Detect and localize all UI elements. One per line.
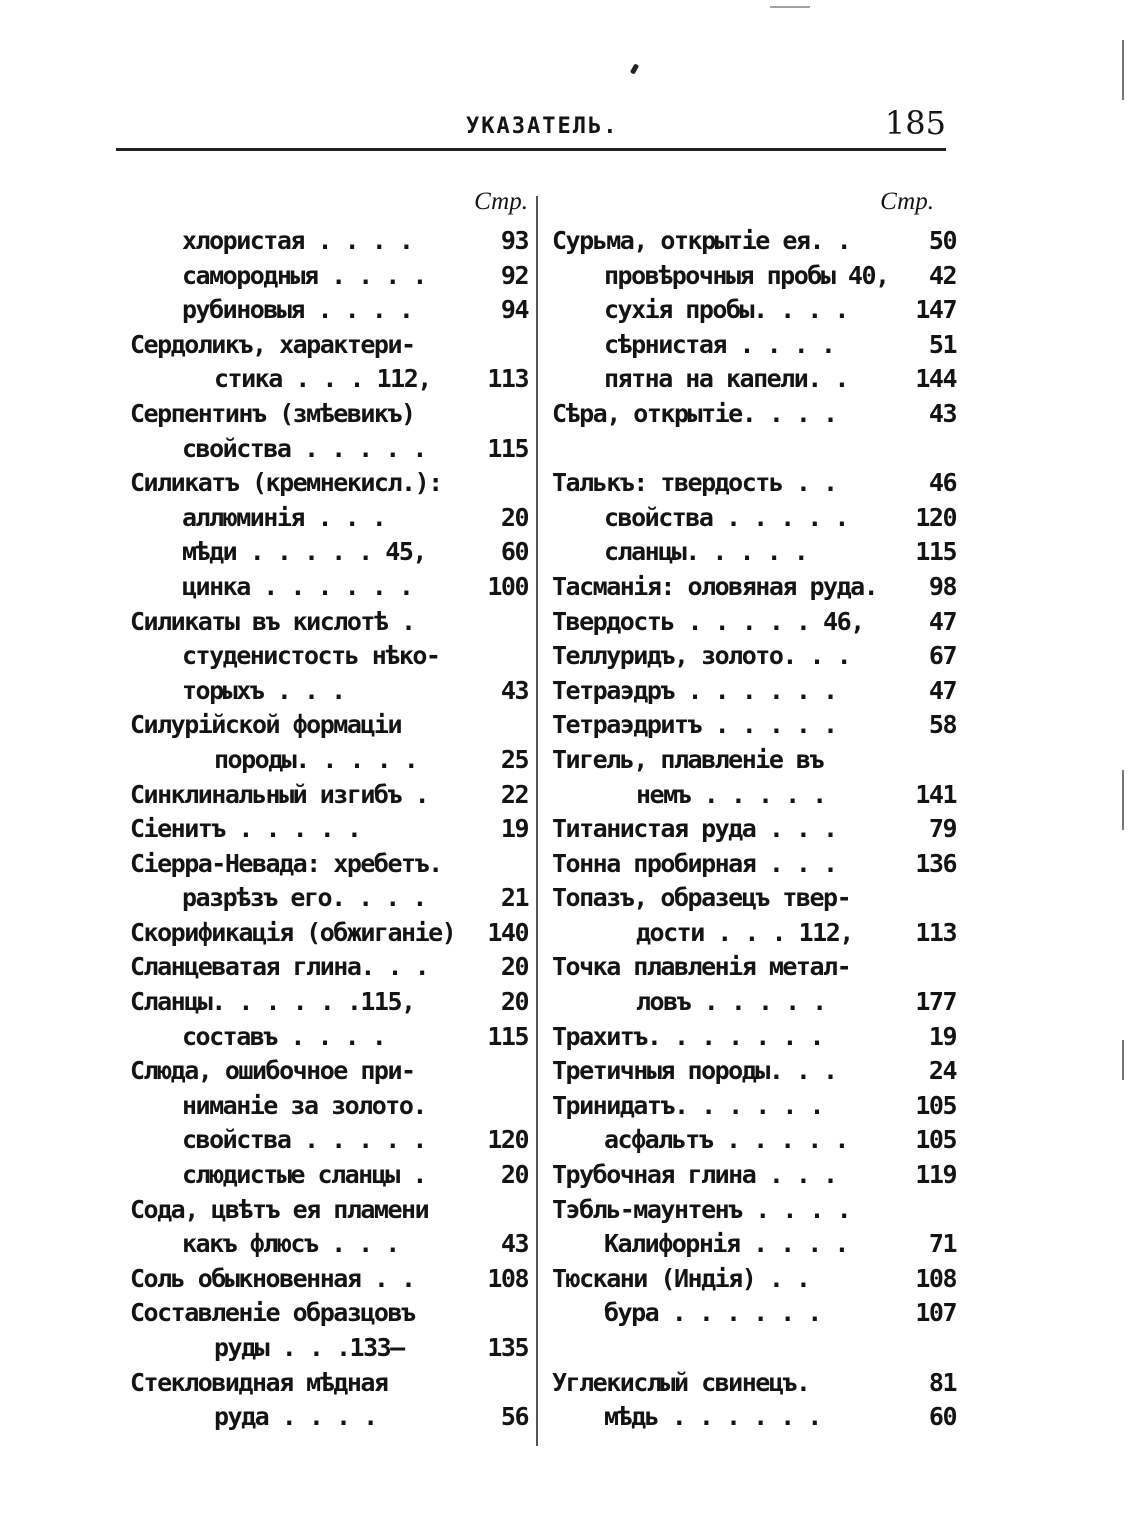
entry-text: свойства . . . . . xyxy=(182,1125,426,1155)
index-entry xyxy=(130,570,528,605)
index-entry xyxy=(552,605,956,640)
entry-page: 141 xyxy=(915,779,956,809)
index-entry xyxy=(130,1020,528,1055)
entry-page: 67 xyxy=(928,641,956,671)
page-number: 185 xyxy=(884,104,946,142)
entry-text: Трубочная глина . . . xyxy=(552,1160,837,1190)
entry-text: Титанистая руда . . . xyxy=(552,814,837,844)
entry-page: 136 xyxy=(915,848,956,878)
entry-page: 19 xyxy=(500,814,528,844)
entry-page: 20 xyxy=(500,1160,528,1190)
index-entry xyxy=(552,259,956,294)
entry-text: Серпентинъ (змѣевикъ) xyxy=(130,398,415,428)
index-entry xyxy=(130,1089,528,1124)
entry-text: Тасманія: оловяная руда. xyxy=(552,571,878,601)
entry-text: Сода, цвѣтъ ея пламени xyxy=(130,1194,429,1224)
entry-text: ниманіе за золото. xyxy=(182,1090,426,1120)
entry-text: торыхъ . . . xyxy=(182,675,345,705)
entry-text: Стекловидная мѣдная xyxy=(130,1367,388,1397)
entry-page: 51 xyxy=(928,329,956,359)
column-heading: Стр. xyxy=(880,188,934,215)
entry-text: самородныя . . . . xyxy=(182,260,426,290)
entry-page: 105 xyxy=(915,1125,956,1155)
index-entry xyxy=(130,224,528,259)
entry-page: 60 xyxy=(500,537,528,567)
entry-text: Тетраэдритъ . . . . . xyxy=(552,710,837,740)
index-entry xyxy=(552,293,956,328)
index-entry xyxy=(130,605,528,640)
entry-text: Углекислый свинецъ. xyxy=(552,1367,810,1397)
index-entry xyxy=(552,535,956,570)
entry-text: разрѣзъ его. . . . xyxy=(182,883,426,913)
entry-text: Тринидатъ. . . . . . xyxy=(552,1090,824,1120)
index-entry xyxy=(552,708,956,743)
entry-page: 135 xyxy=(487,1333,528,1362)
entry-page: 79 xyxy=(928,814,956,844)
index-entry xyxy=(552,1193,956,1228)
index-entry xyxy=(130,674,528,709)
entry-text: бура . . . . . . xyxy=(604,1298,821,1328)
index-entry xyxy=(130,708,528,743)
index-entry xyxy=(552,674,956,709)
index-entry xyxy=(130,432,528,467)
running-title: УКАЗАТЕЛЬ. xyxy=(466,114,619,139)
index-entry xyxy=(552,1227,956,1262)
entry-page: 58 xyxy=(928,710,956,740)
entry-page: 120 xyxy=(487,1125,528,1155)
entry-page: 92 xyxy=(500,260,528,290)
entry-text: Сіерра-Невада: хребетъ. xyxy=(130,848,442,878)
entry-page: 47 xyxy=(928,675,956,705)
entry-text: Тигель, плавленіе въ xyxy=(552,744,824,774)
entry-page: 25 xyxy=(500,744,528,774)
entry-page: 60 xyxy=(928,1402,956,1432)
entry-page: 43 xyxy=(500,675,528,705)
entry-text: мѣдь . . . . . . xyxy=(604,1402,821,1432)
index-entry xyxy=(552,1158,956,1193)
entry-text: свойства . . . . . xyxy=(604,502,848,532)
index-entry xyxy=(552,812,956,847)
entry-page: 20 xyxy=(500,502,528,532)
entry-text: составъ . . . . xyxy=(182,1021,386,1051)
entry-text: Сурьма, открытіе ея. . xyxy=(552,226,851,255)
entry-page: 47 xyxy=(928,606,956,636)
entry-page: 43 xyxy=(928,398,956,428)
index-entry xyxy=(552,570,956,605)
index-entry xyxy=(552,432,956,467)
column-divider xyxy=(536,196,538,1446)
scan-artifact-line xyxy=(770,0,810,8)
column-heading: Стр. xyxy=(474,188,528,215)
entry-page: 144 xyxy=(915,364,956,394)
entry-text: Точка плавленія метал- xyxy=(552,952,851,982)
index-entry xyxy=(552,1020,956,1055)
index-entry xyxy=(130,1158,528,1193)
entry-page: 113 xyxy=(915,917,956,947)
index-entries xyxy=(130,224,528,1435)
index-entry xyxy=(130,812,528,847)
entry-page: 100 xyxy=(487,571,528,601)
entry-text: Соль обыкновенная . . xyxy=(130,1263,415,1293)
entry-page: 50 xyxy=(928,226,956,255)
index-entry xyxy=(552,466,956,501)
entry-text: Тонна пробирная . . . xyxy=(552,848,837,878)
entry-text: сухія пробы. . . . xyxy=(604,295,848,325)
index-entry xyxy=(130,1331,528,1366)
index-entry xyxy=(130,362,528,397)
index-entry xyxy=(130,1227,528,1262)
index-entry xyxy=(552,743,956,778)
entry-text: Силурійской формаціи xyxy=(130,710,402,740)
entry-text: мѣди . . . . . 45, xyxy=(182,537,426,567)
entry-text: Третичныя породы. . . xyxy=(552,1056,837,1086)
entry-text: руды . . .133— xyxy=(214,1333,404,1362)
entry-page: 22 xyxy=(500,779,528,809)
entry-page: 43 xyxy=(500,1229,528,1259)
index-column-right xyxy=(552,188,956,1435)
entry-text: провѣрочныя пробы 40, xyxy=(604,260,889,290)
index-entry xyxy=(130,535,528,570)
index-entry xyxy=(130,466,528,501)
index-entry xyxy=(552,1366,956,1401)
page-header xyxy=(116,104,946,151)
index-entry xyxy=(130,1296,528,1331)
index-entry xyxy=(130,1193,528,1228)
entry-text: ловъ . . . . . xyxy=(636,987,826,1017)
scan-edge-mark xyxy=(1122,1040,1124,1080)
index-entry xyxy=(130,1262,528,1297)
entry-text: асфальтъ . . . . . xyxy=(604,1125,848,1155)
entry-text: руда . . . . xyxy=(214,1402,377,1432)
entry-text: Сѣра, открытіе. . . . xyxy=(552,398,837,428)
entry-text: Твердость . . . . . 46, xyxy=(552,606,864,636)
entry-text: Составленіе образцовъ xyxy=(130,1298,415,1328)
index-entry xyxy=(130,328,528,363)
index-entry xyxy=(552,1054,956,1089)
index-entry xyxy=(130,639,528,674)
index-entry xyxy=(552,950,956,985)
entry-text: Сіенитъ . . . . . xyxy=(130,814,361,844)
entry-text: Синклинальный изгибъ . xyxy=(130,779,429,809)
index-entry xyxy=(552,916,956,951)
entry-page: 71 xyxy=(928,1229,956,1259)
scan-edge-mark xyxy=(1122,770,1124,830)
entry-text: сланцы. . . . . xyxy=(604,537,808,567)
entry-page: 94 xyxy=(500,295,528,325)
entry-page: 105 xyxy=(915,1090,956,1120)
entry-page: 115 xyxy=(487,1021,528,1051)
entry-text: дости . . . 112, xyxy=(636,917,853,947)
entry-page: 115 xyxy=(915,537,956,567)
index-entry xyxy=(130,1400,528,1435)
index-entry xyxy=(552,1262,956,1297)
index-entry xyxy=(130,847,528,882)
entry-text: цинка . . . . . . xyxy=(182,571,413,601)
index-entry xyxy=(130,397,528,432)
entry-page: 24 xyxy=(928,1056,956,1086)
index-entry xyxy=(130,293,528,328)
entry-page: 20 xyxy=(500,987,528,1017)
index-entry xyxy=(552,847,956,882)
entry-page: 108 xyxy=(487,1263,528,1293)
entry-text: Тетраэдръ . . . . . . xyxy=(552,675,837,705)
entry-text: Талькъ: твердость . . xyxy=(552,468,837,498)
entry-page: 56 xyxy=(500,1402,528,1432)
index-entry xyxy=(552,778,956,813)
entry-text: какъ флюсъ . . . xyxy=(182,1229,399,1259)
index-entry xyxy=(130,1123,528,1158)
ink-speck xyxy=(630,63,639,74)
entry-text: Сланцеватая глина. . . xyxy=(130,952,429,982)
index-entry xyxy=(552,1123,956,1158)
entry-page: 81 xyxy=(928,1367,956,1397)
index-entry xyxy=(552,224,956,259)
entry-page: 20 xyxy=(500,952,528,982)
entry-text: Топазъ, образецъ твер- xyxy=(552,883,851,913)
index-entry xyxy=(130,778,528,813)
index-entry xyxy=(552,881,956,916)
entry-text: Силикатъ (кремнекисл.): xyxy=(130,468,442,498)
index-entry xyxy=(552,1331,956,1366)
entry-page: 115 xyxy=(487,433,528,463)
scan-edge-mark xyxy=(1122,40,1124,100)
entry-text: хлористая . . . . xyxy=(182,226,413,255)
entry-text: сѣрнистая . . . . xyxy=(604,329,835,359)
index-entry xyxy=(552,1089,956,1124)
entry-text: Трахитъ. . . . . . . xyxy=(552,1021,824,1051)
entry-page: 113 xyxy=(487,364,528,394)
index-entry xyxy=(552,1296,956,1331)
entry-text: Теллуридъ, золото. . . xyxy=(552,641,851,671)
entry-text: Тюскани (Индія) . . xyxy=(552,1263,810,1293)
entry-text: слюдистые сланцы . xyxy=(182,1160,426,1190)
entry-page: 19 xyxy=(928,1021,956,1051)
entry-page: 147 xyxy=(915,295,956,325)
entry-text: Слюда, ошибочное при- xyxy=(130,1056,415,1086)
index-entry xyxy=(130,950,528,985)
entry-text: пятна на капели. . xyxy=(604,364,848,394)
index-entry xyxy=(552,328,956,363)
entry-page: 98 xyxy=(928,571,956,601)
index-entry xyxy=(130,881,528,916)
index-entry xyxy=(552,362,956,397)
entry-text: Скорификація (обжиганіе) xyxy=(130,917,456,947)
entry-page: 42 xyxy=(928,260,956,290)
index-entries xyxy=(552,224,956,1435)
index-entry xyxy=(130,916,528,951)
index-entry xyxy=(552,985,956,1020)
entry-text: немъ . . . . . xyxy=(636,779,826,809)
entry-text: Силикаты въ кислотѣ . xyxy=(130,606,415,636)
entry-text: свойства . . . . . xyxy=(182,433,426,463)
entry-page: 107 xyxy=(915,1298,956,1328)
index-entry xyxy=(130,259,528,294)
entry-text: рубиновыя . . . . xyxy=(182,295,413,325)
index-entry xyxy=(552,639,956,674)
index-entry xyxy=(130,1366,528,1401)
index-entry xyxy=(130,985,528,1020)
entry-page: 93 xyxy=(500,226,528,255)
entry-page: 108 xyxy=(915,1263,956,1293)
index-entry xyxy=(552,397,956,432)
entry-text: аллюминія . . . xyxy=(182,502,386,532)
entry-page: 177 xyxy=(915,987,956,1017)
entry-page: 120 xyxy=(915,502,956,532)
entry-text: породы. . . . . xyxy=(214,744,418,774)
entry-page: 119 xyxy=(915,1160,956,1190)
entry-text: Сердоликъ, характери- xyxy=(130,329,415,359)
entry-text: студенистость нѣко- xyxy=(182,641,440,671)
index-entry xyxy=(552,1400,956,1435)
entry-text: стика . . . 112, xyxy=(214,364,431,394)
entry-text: Калифорнія . . . . xyxy=(604,1229,848,1259)
index-entry xyxy=(130,1054,528,1089)
index-column-left xyxy=(130,188,528,1435)
entry-page: 46 xyxy=(928,468,956,498)
entry-page: 21 xyxy=(500,883,528,913)
entry-page: 140 xyxy=(487,917,528,947)
index-entry xyxy=(130,743,528,778)
entry-text: Сланцы. . . . . .115, xyxy=(130,987,415,1017)
index-entry xyxy=(130,501,528,536)
index-entry xyxy=(552,501,956,536)
entry-text: Тэбль-маунтенъ . . . . xyxy=(552,1194,851,1224)
